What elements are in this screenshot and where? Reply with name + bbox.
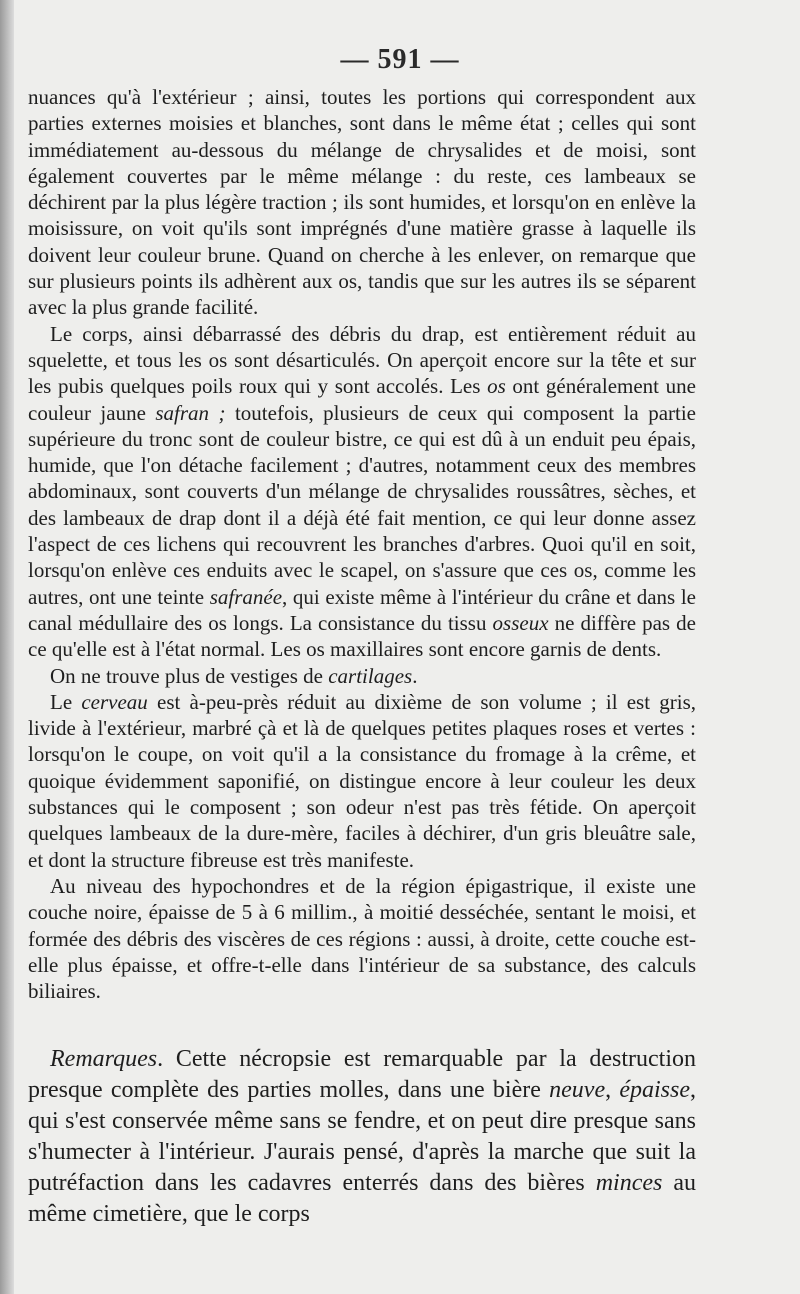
page-number: — 591 —	[340, 44, 460, 75]
italic-text: minces	[595, 1170, 663, 1196]
text-run: au même cimetière, que le corps	[28, 1170, 697, 1227]
text-run: Le	[50, 689, 82, 714]
italic-text: osseux	[492, 610, 549, 635]
remarks-paragraph	[28, 1044, 696, 1230]
italic-text: Remarques	[50, 1046, 158, 1072]
paragraph-4	[28, 689, 696, 873]
paragraph-1	[28, 84, 696, 321]
text-run: On ne trouve plus de vestiges de	[50, 663, 329, 688]
text-run: nuances qu'à l'extérieur ; ainsi, toutes les portions qui correspondent aux parties externes moisies et blanches, sont dans le même état ; celles qui sont immédiatement au-dessous du mélange de chrysalides et de moisi, sont également couvertes par le même mélange : du reste, ces lambeaux se déchirent par la plus légère traction ; ils sont humides, et lorsqu'on en enlève la moisissure, on voit qu'ils sont imprégnés d'une matière grasse à laquelle ils doivent leur couleur brune. Quand on cherche à les enlever, on remarque que sur plusieurs points ils adhèrent aux os, tandis que sur les autres ils se séparent avec la plus grande facilité.	[28, 85, 696, 320]
remarks-section	[28, 1044, 696, 1230]
text-run: ont généralement une couleur jaune	[28, 374, 696, 425]
italic-text: safranée	[209, 584, 283, 609]
italic-text: neuve	[549, 1077, 606, 1103]
italic-text: cartilages	[328, 663, 413, 688]
text-run: toutefois, plusieurs de ceux qui composent la partie supérieure du tronc sont de couleur bistre, ce qui est dû à un enduit peu épais, humide, que l'on détache facilement ; d'autres, notamment ceux des membres abdominaux, sont couverts d'un mélange de chrysalides roussâtres, sèches, et des lambeaux de drap dont il a déjà été fait mention, ce qui leur donne assez l'aspect de ces lichens qui recouvrent les branches d'arbres. Quoi qu'il en soit, lorsqu'on enlève ces enduits avec le scapel, on s'assure que ces os, comme les autres, ont une teinte	[28, 400, 696, 609]
paragraph-5	[28, 873, 696, 1004]
italic-text: safran ;	[155, 400, 226, 425]
text-run: est à-peu-près réduit au dixième de son volume ; il est gris, livide à l'extérieur, marbré çà et là de quelques petites plaques roses et vertes : lorsqu'on le coupe, on voit qu'il a la consistance du fromage à la crême, et quoique évidemment saponifié, on distingue encore à leur couleur les deux substances qui le composent ; son odeur n'est pas très fétide. On aperçoit quelques lambeaux de la dure-mère, faciles à déchirer, d'un gris bleuâtre sale, et dont la structure fibreuse est très manifeste.	[28, 689, 696, 872]
text-run: .	[412, 663, 418, 688]
italic-text: os	[487, 374, 506, 399]
text-run: . Cette nécropsie est remarquable par la destruction presque complète des parties molles, dans une bière	[28, 1046, 696, 1103]
text-run: ne diffère pas de ce qu'elle est à l'état normal. Les os maxillaires sont encore garnis de dents.	[28, 610, 696, 662]
binding-gutter	[0, 0, 14, 1294]
italic-text: épaisse	[619, 1077, 691, 1103]
italic-text: cerveau	[81, 689, 148, 714]
text-run: Le corps, ainsi débarrassé des débris du drap, est entièrement réduit au squelette, et tous les os sont désarticulés. On aperçoit encore sur la tête et sur les pubis quelques poils roux qui y sont accolés. Les	[28, 321, 696, 399]
text-run: ,	[605, 1077, 620, 1103]
paragraph-2	[28, 321, 696, 663]
text-run: , qui existe même à l'intérieur du crâne et dans le canal médullaire des os longs. La consistance du tissu	[28, 584, 696, 635]
paragraph-3	[28, 663, 696, 689]
body-text	[28, 84, 696, 1004]
text-run: Au niveau des hypochondres et de la région épigastrique, il existe une couche noire, épaisse de 5 à 6 millim., à moitié desséchée, sentant le moisi, et formée des débris des viscères de ces régions : aussi, à droite, cette couche est-elle plus épaisse, et offre-t-elle dans l'intérieur de sa substance, des calculs biliaires.	[28, 873, 696, 1004]
text-run: , qui s'est conservée même sans se fendre, et on peut dire presque sans s'humecter à l'intérieur. J'aurais pensé, d'après la marche que suit la putréfaction dans les cadavres enterrés dans des bières	[28, 1077, 697, 1196]
